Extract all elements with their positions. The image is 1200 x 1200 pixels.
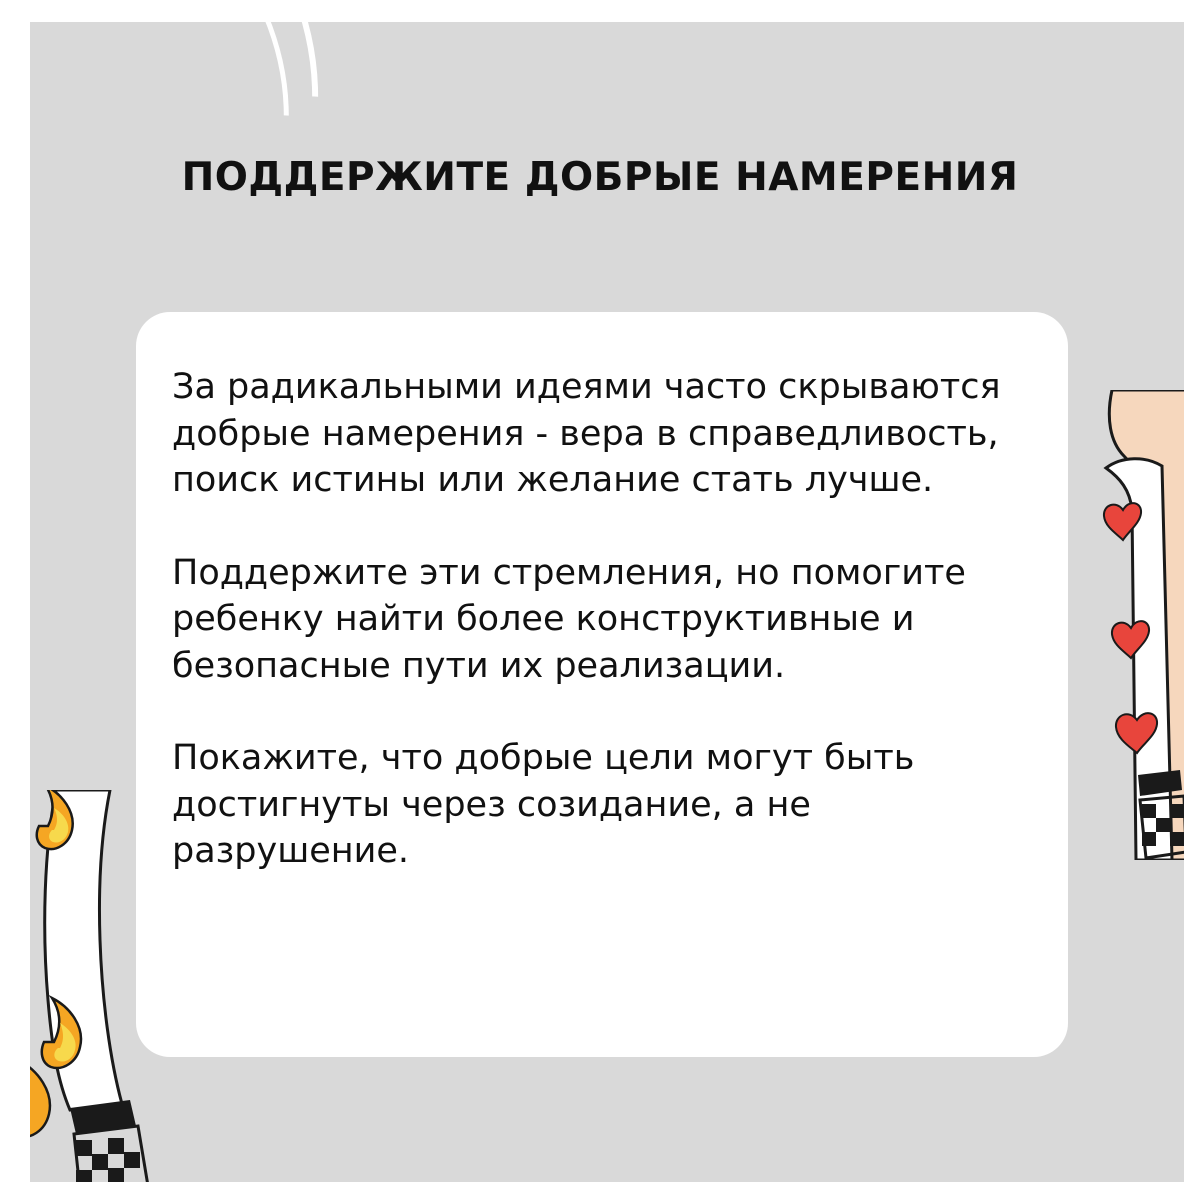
arm-with-heart-sleeve-illustration bbox=[1076, 390, 1186, 860]
frame-edge-right bbox=[1184, 0, 1200, 1200]
paragraph-3: Покажите, что добрые цели могут быть достигнуты через созидание, а не разрушение. bbox=[172, 738, 915, 872]
frame-edge-left bbox=[0, 0, 30, 1200]
page-title: ПОДДЕРЖИТЕ ДОБРЫЕ НАМЕРЕНИЯ bbox=[181, 155, 1019, 200]
frame-edge-bottom bbox=[0, 1182, 1200, 1200]
frame-edge-top bbox=[0, 0, 1200, 22]
paragraph-2: Поддержите эти стремления, но помогите ребенку найти более конструктивные и безопасные пути их реализации. bbox=[172, 552, 966, 686]
content-card bbox=[136, 312, 1068, 1057]
paragraph-1: За радикальными идеями часто скрываются добрые намерения - вера в справедливость, поиск истины или желание стать лучше. bbox=[172, 367, 1001, 501]
